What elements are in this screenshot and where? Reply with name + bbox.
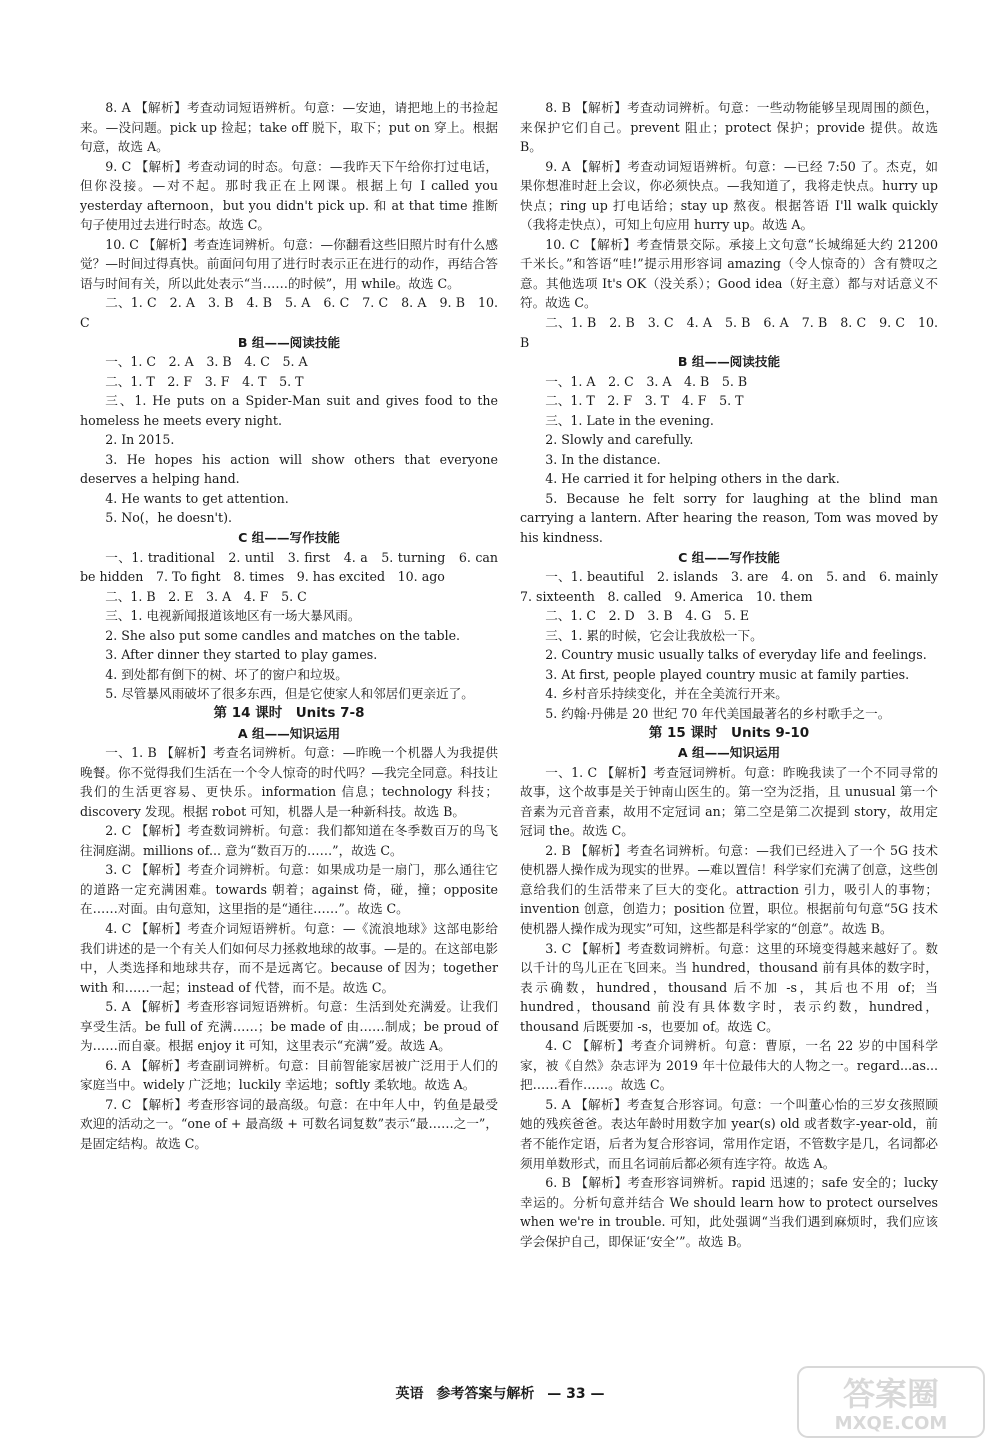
answer-paragraph: 5. A 【解析】考查形容词短语辨析。句意：生活到处充满爱。让我们享受生活。be full of 充满……；be made of 由……制成；be proud of 为……而自豪。根据 enjoy it 可知，这里表示“充满”爱。故选 A。 <box>80 999 498 1054</box>
answer-paragraph: 一、1. C 【解析】考查冠词辨析。句意：昨晚我读了一个不同寻常的故事，这个故事是关于钟南山医生的。第一空为泛指，且 unusual 第一个音素为元音音素，故用不定冠词 an；第二空是第二次提到 story，故用定冠词 the。故选 C。 <box>520 764 938 839</box>
section-heading: B 组——阅读技能 <box>237 334 341 350</box>
answer-paragraph: 5. No(，he doesn't). <box>105 510 232 526</box>
answer-paragraph: 4. 到处都有倒下的树、坏了的窗户和垃圾。 <box>105 666 348 682</box>
answer-paragraph: 5. 尽管暴风雨破坏了很多东西，但是它使家人和邻居们更亲近了。 <box>105 686 474 702</box>
answer-paragraph: 2. Slowly and carefully. <box>545 432 694 448</box>
answer-paragraph: 3. C 【解析】考查介词辨析。句意：如果成功是一扇门，那么通往它的道路一定充满困难。towards 朝着；against 倚，碰，撞；opposite 在……对面。由句意知，这里指的是“通往……”。故选 C。 <box>80 862 498 917</box>
answer-paragraph: 2. She also put some candles and matches on the table. <box>105 627 461 643</box>
left-column <box>80 98 498 1154</box>
answer-paragraph: 2. In 2015. <box>105 432 175 448</box>
answer-paragraph: 3. After dinner they started to play games. <box>105 647 378 663</box>
answer-paragraph: 2. B 【解析】考查名词辨析。句意：—我们已经进入了一个 5G 技术使机器人操作成为现实的世界。—难以置信！科学家们充满了创意，这些创意给我们的生活带来了巨大的变化。attraction 引力，吸引人的事物；invention 创意，创造力；position 位置，职位。根据前句句意“5G 技术使机器人操作成为现实”可知，这些都是科学家的“创意”。故选 B。 <box>520 842 938 936</box>
answer-paragraph: 3. In the distance. <box>545 451 661 467</box>
section-heading: A 组——知识运用 <box>237 725 341 741</box>
section-heading: A 组——知识运用 <box>677 745 781 761</box>
answer-paragraph: 一、1. traditional 2. until 3. first 4. a 5. turning 6. can be hidden 7. To fight 8. times 9. has excited 10. ago <box>80 549 498 585</box>
answer-paragraph: 9. C 【解析】考查动词的时态。句意：—我昨天下午给你打过电话，但你没接。—对不起。那时我正在上网课。根据上句 I called you yesterday afternoon，but you didn't pick up. 和 at that time 推断句子使用过去进行时态。故选 C。 <box>80 158 498 233</box>
answer-paragraph: 三、1. He puts on a Spider-Man suit and gives food to the homeless he meets every night. <box>80 393 498 428</box>
answer-paragraph: 二、1. B 2. B 3. C 4. A 5. B 6. A 7. B 8. C 9. C 10. B <box>520 315 938 350</box>
answer-paragraph: 一、1. beautiful 2. islands 3. are 4. on 5. and 6. mainly 7. sixteenth 8. called 9. America 10. them <box>520 569 951 604</box>
answer-paragraph: 6. B 【解析】考查形容词辨析。rapid 迅速的；safe 安全的；lucky 幸运的。分析句意并结合 We should learn how to protect ourselves when we're in trouble. 可知，此处强调“当我们遇到麻烦时，我们应该学会保护自己，即保证‘安全’”。故选 B。 <box>520 1175 938 1249</box>
answer-paragraph: 6. A 【解析】考查副词辨析。句意：目前智能家居被广泛用于人们的家庭当中。widely 广泛地；luckily 幸运地；softly 柔软地。故选 A。 <box>80 1057 498 1093</box>
answer-paragraph: 二、1. T 2. F 3. T 4. F 5. T <box>545 393 744 409</box>
answer-paragraph: 一、1. B 【解析】考查名词辨析。句意：—昨晚一个机器人为我提供晚餐。你不觉得我们生活在一个令人惊奇的时代吗？—我完全同意。科技让我们的生活更容易、更快乐。information 信息；technology 科技；discovery 发现。根据 robot 可知，机器人是一种新科技。故选 B。 <box>80 745 498 819</box>
answer-paragraph: 5. Because he felt sorry for laughing at the blind man carrying a lantern. After hearing the reason, Tom was moved by his kindness. <box>520 490 938 546</box>
answer-paragraph: 二、1. B 2. E 3. A 4. F 5. C <box>105 588 307 604</box>
answer-paragraph: 2. Country music usually talks of everyday life and feelings. <box>545 647 927 663</box>
answer-paragraph: 一、1. A 2. C 3. A 4. B 5. B <box>545 373 748 389</box>
section-heading: C 组——写作技能 <box>238 530 340 546</box>
answer-paragraph: 4. He wants to get attention. <box>105 490 289 506</box>
answer-paragraph: 二、1. T 2. F 3. F 4. T 5. T <box>105 373 304 389</box>
answer-paragraph: 9. A 【解析】考查动词短语辨析。句意：—已经 7:50 了。杰克，如果你想准时赶上会议，你必须快点。—我知道了，我将走快点。hurry up 快点；ring up 打电话给；stay up 熬夜。根据答语 I'll walk quickly（我将走快点），可知上句应用 hurry up。故选 A。 <box>520 158 938 233</box>
answer-paragraph: 4. C 【解析】考查介词短语辨析。句意：—《流浪地球》这部电影给我们讲述的是一个有关人们如何尽力拯救地球的故事。—是的。在这部电影中，人类选择和地球共存，而不是远离它。because of 因为；together with 和……一起；instead of 代替，而不是。故选 C。 <box>80 920 498 995</box>
lesson-heading: 第 14 课时 Units 7-8 <box>213 704 365 721</box>
answer-paragraph: 10. C 【解析】考查情景交际。承接上文句意“长城绵延大约 21200 千米长。”和答语“哇!”提示用形容词 amazing（令人惊奇的）含有赞叹之意。其他选项 It's OK（没关系）；Good idea（好主意）都与对话意义不符。故选 C。 <box>520 236 938 311</box>
page-number: — 33 — <box>547 1386 605 1402</box>
watermark-bottom: MXQE.COM <box>834 1413 948 1434</box>
answer-paragraph: 三、1. 电视新闻报道该地区有一场大暴风雨。 <box>105 608 361 624</box>
watermark-logo-icon <box>796 1365 986 1439</box>
answer-paragraph: 三、1. 累的时候，它会让我放松一下。 <box>545 627 763 643</box>
section-heading: C 组——写作技能 <box>678 549 780 565</box>
answer-paragraph: 7. C 【解析】考查形容词的最高级。句意：在中年人中，钓鱼是最受欢迎的活动之一。“one of + 最高级 + 可数名词复数”表示“最……之一”，是固定结构。故选 C。 <box>80 1096 498 1151</box>
answer-paragraph: 5. 约翰·丹佛是 20 世纪 70 年代美国最著名的乡村歌手之一。 <box>545 705 891 721</box>
answer-paragraph: 8. B 【解析】考查动词辨析。句意：一些动物能够呈现周围的颜色，来保护它们自己。prevent 阻止；protect 保护；provide 提供。故选 B。 <box>520 100 938 155</box>
answer-paragraph: 三、1. Late in the evening. <box>545 412 714 428</box>
watermark-top: 答案圈 <box>842 1375 940 1413</box>
section-heading: B 组——阅读技能 <box>677 354 781 370</box>
answer-paragraph: 3. C 【解析】考查数词辨析。句意：这里的环境变得越来越好了。数以千计的鸟儿正在飞回来。当 hundred，thousand 前有具体的数字时，表示确数，hundred，thousand 后不加 -s，其后也不用 of；当 hundred，thousand 前没有具体数字时，表示约数，hundred，thousand 后既要加 -s，也要加 of。故选 C。 <box>520 940 938 1034</box>
answer-paragraph: 二、1. C 2. A 3. B 4. B 5. A 6. C 7. C 8. A 9. B 10. C <box>80 295 498 331</box>
answer-paragraph: 5. A 【解析】考查复合形容词。句意：一个叫董心怡的三岁女孩照顾她的残疾爸爸。表达年龄时用数字加 year(s) old 或者数字-year-old，前者不能作定语，后者为复合形容词，常用作定语，不管数字是几，名词都必须用单数形式，而且名词前后都必须有连字符。故选 A。 <box>520 1096 938 1171</box>
lesson-heading: 第 15 课时 Units 9-10 <box>648 724 810 741</box>
answer-paragraph: 10. C 【解析】考查连词辨析。句意：—你翻看这些旧照片时有什么感觉？—时间过得真快。前面问句用了进行时表示正在进行的动作，再结合答语与时间有关，所以此处表示“当……的时候”，用 while。故选 C。 <box>80 236 498 291</box>
footer-subject: 英语 <box>395 1386 424 1402</box>
answer-paragraph: 4. C 【解析】考查介词辨析。句意：曹原，一名 22 岁的中国科学家，被《自然》杂志评为 2019 年十位最伟大的人物之一。regard...as... 把……看作……。故选 C。 <box>520 1038 938 1093</box>
answer-paragraph: 3. He hopes his action will show others that everyone deserves a helping hand. <box>80 451 498 487</box>
answer-paragraph: 4. 乡村音乐持续变化，并在全美流行开来。 <box>545 686 788 702</box>
answer-paragraph: 一、1. C 2. A 3. B 4. C 5. A <box>105 354 308 370</box>
answer-paragraph: 4. He carried it for helping others in the dark. <box>545 471 840 487</box>
answer-paragraph: 8. A 【解析】考查动词短语辨析。句意：—安迪，请把地上的书捡起来。—没问题。pick up 捡起；take off 脱下，取下；put on 穿上。根据句意，故选 A。 <box>80 100 498 155</box>
answer-paragraph: 3. At first, people played country music at family parties. <box>545 666 910 682</box>
footer-title: 参考答案与解析 <box>436 1386 535 1402</box>
watermark-logo <box>796 1365 986 1439</box>
answer-paragraph: 2. C 【解析】考查数词辨析。句意：我们都知道在冬季数百万的鸟飞往洞庭湖。millions of... 意为“数百万的……”，故选 C。 <box>80 823 498 858</box>
answer-paragraph: 二、1. C 2. D 3. B 4. G 5. E <box>545 608 750 624</box>
right-column <box>520 98 951 1251</box>
